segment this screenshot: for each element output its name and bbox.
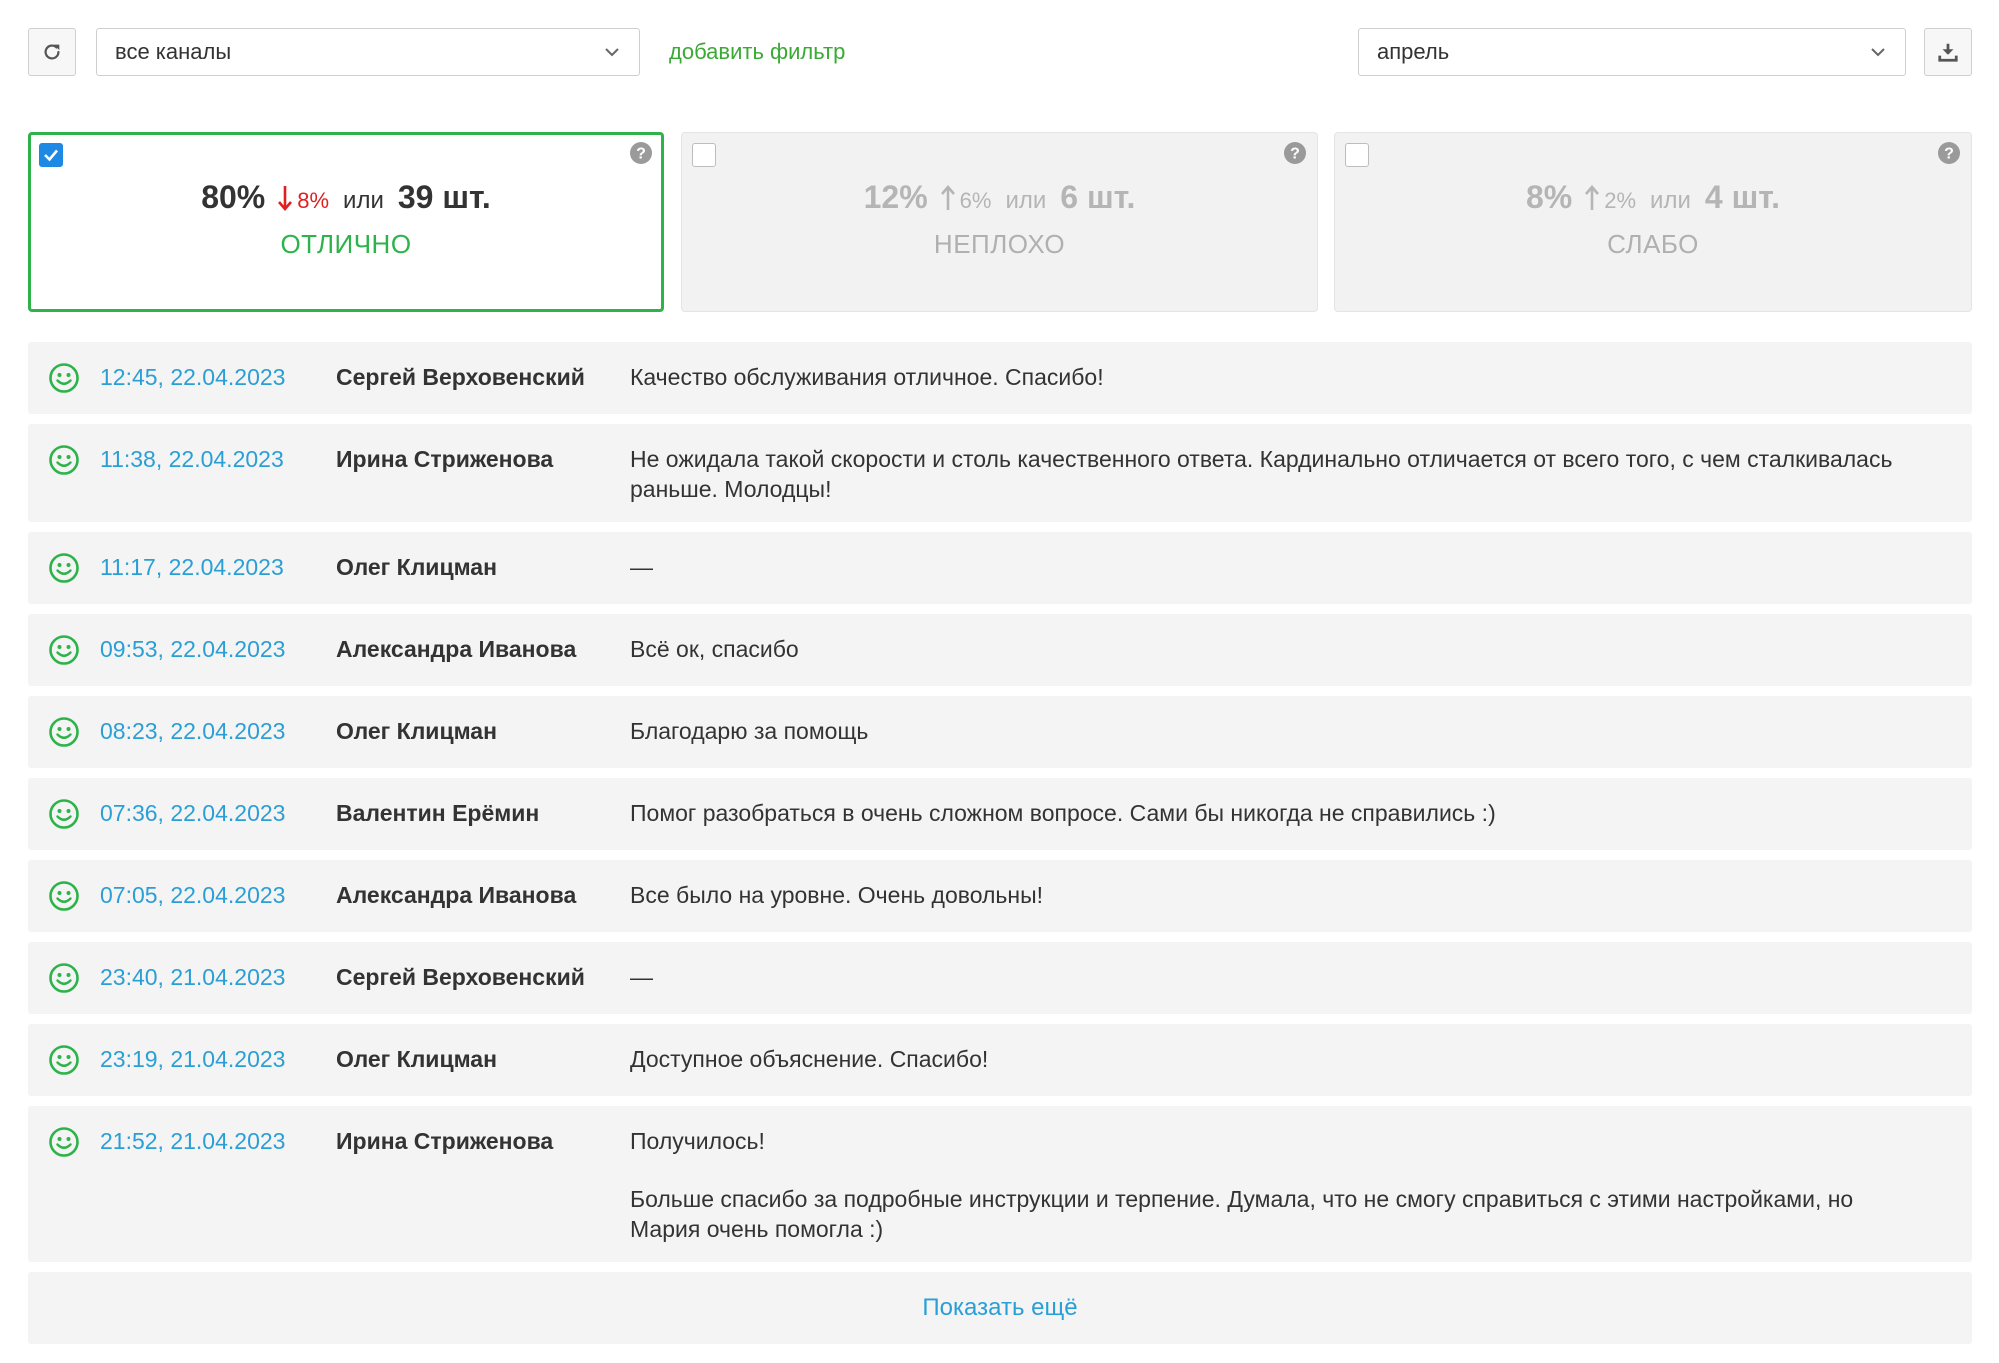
help-icon[interactable]: [1937, 141, 1961, 165]
card-count: 4 шт.: [1704, 179, 1780, 215]
review-message-paragraph: Все было на уровне. Очень довольны!: [630, 882, 1044, 908]
review-row: [28, 696, 1972, 768]
review-time-link[interactable]: 11:38, 22.04.2023: [100, 446, 284, 472]
add-filter-link[interactable]: добавить фильтр: [669, 39, 846, 64]
card-delta: 2%: [1604, 188, 1637, 213]
review-time-link[interactable]: 12:45, 22.04.2023: [100, 364, 286, 390]
review-time-link[interactable]: 21:52, 21.04.2023: [100, 1128, 286, 1154]
review-row: [28, 942, 1972, 1014]
review-row: [28, 1106, 1972, 1262]
review-author: Ирина Стриженова: [336, 1128, 554, 1154]
card-checkbox[interactable]: [692, 143, 716, 167]
review-message: [630, 796, 1912, 828]
review-author: Валентин Ерёмин: [336, 800, 540, 826]
rating-cards: [28, 132, 1972, 314]
review-message-paragraph: Получилось!: [630, 1128, 765, 1154]
review-row: [28, 614, 1972, 686]
download-button[interactable]: [1924, 28, 1972, 76]
review-time-link[interactable]: 08:23, 22.04.2023: [100, 718, 286, 744]
review-message-paragraph: —: [630, 964, 653, 990]
refresh-icon: [41, 41, 63, 63]
card-or: или: [1005, 187, 1047, 214]
review-message-paragraph: Не ожидала такой скорости и столь качественного ответа. Кардинально отличается от всего того, с чем сталкивалась раньше. Молодцы!: [630, 446, 1893, 502]
smile-icon: [48, 962, 80, 994]
svg-text:?: ?: [1290, 145, 1300, 163]
svg-text:?: ?: [1944, 145, 1954, 163]
review-message: [630, 878, 1912, 910]
card-label: ОТЛИЧНО: [280, 229, 412, 259]
review-message: [630, 714, 1912, 746]
refresh-button[interactable]: [28, 28, 76, 76]
review-message: [630, 632, 1912, 664]
review-list: [28, 342, 1972, 1262]
chevron-down-icon: [1869, 43, 1887, 61]
smile-icon: [48, 880, 80, 912]
review-author: Сергей Верховенский: [336, 364, 585, 390]
arrow-up-icon: [940, 184, 956, 212]
review-time-link[interactable]: 23:40, 21.04.2023: [100, 964, 286, 990]
review-message: [630, 550, 1912, 582]
card-label: НЕПЛОХО: [933, 229, 1066, 259]
smile-icon: [48, 1126, 80, 1158]
rating-card-good[interactable]: [681, 132, 1318, 312]
review-message: [630, 442, 1912, 504]
smile-icon: [48, 552, 80, 584]
review-message-paragraph: —: [630, 554, 653, 580]
review-author: Александра Иванова: [336, 882, 577, 908]
toolbar: [28, 28, 1972, 76]
smile-icon: [48, 1044, 80, 1076]
card-or: или: [343, 187, 384, 214]
review-author: Олег Клицман: [336, 1046, 497, 1072]
review-message-paragraph: Доступное объяснение. Спасибо!: [630, 1046, 989, 1072]
feedback-page: [28, 28, 1972, 1344]
channel-select-value: все каналы: [115, 39, 232, 64]
review-message-paragraph: Качество обслуживания отличное. Спасибо!: [630, 364, 1104, 390]
help-icon[interactable]: [1283, 141, 1307, 165]
card-checkbox[interactable]: [1345, 143, 1369, 167]
review-message-paragraph: Всё ок, спасибо: [630, 636, 799, 662]
rating-card-poor[interactable]: [1334, 132, 1972, 312]
card-count: 6 шт.: [1060, 179, 1136, 215]
smile-icon: [48, 444, 80, 476]
review-time-link[interactable]: 11:17, 22.04.2023: [100, 554, 284, 580]
show-more-button[interactable]: Показать ещё: [28, 1272, 1972, 1344]
review-author: Олег Клицман: [336, 554, 497, 580]
card-or: или: [1650, 187, 1691, 214]
card-label: СЛАБО: [1607, 229, 1699, 259]
smile-icon: [48, 634, 80, 666]
review-row: [28, 860, 1972, 932]
arrow-up-icon: [1584, 184, 1600, 212]
review-author: Ирина Стриженова: [336, 446, 554, 472]
review-row: [28, 1024, 1972, 1096]
period-select[interactable]: [1358, 28, 1906, 76]
card-count: 39 шт.: [397, 179, 491, 215]
period-select-value: апрель: [1377, 39, 1450, 64]
review-time-link[interactable]: 07:05, 22.04.2023: [100, 882, 286, 908]
review-message-paragraph: Благодарю за помощь: [630, 718, 869, 744]
card-percent: 12%: [863, 179, 928, 215]
review-author: Александра Иванова: [336, 636, 577, 662]
review-author: Сергей Верховенский: [336, 964, 585, 990]
smile-icon: [48, 716, 80, 748]
channel-select[interactable]: [96, 28, 640, 76]
review-message: [630, 1124, 1912, 1244]
review-time-link[interactable]: 23:19, 21.04.2023: [100, 1046, 286, 1072]
card-checkbox[interactable]: [39, 143, 63, 167]
card-stat: [31, 179, 661, 216]
review-message: [630, 1042, 1912, 1074]
card-percent: 8%: [1526, 179, 1573, 215]
chevron-down-icon: [603, 43, 621, 61]
review-message: [630, 360, 1912, 392]
card-stat: [682, 179, 1317, 216]
arrow-down-icon: [277, 184, 293, 212]
svg-text:?: ?: [636, 145, 646, 163]
review-message: [630, 960, 1912, 992]
review-message-paragraph: Больше спасибо за подробные инструкции и терпение. Думала, что не смогу справиться с этими настройками, но Мария очень помогла :): [630, 1186, 1854, 1242]
review-row: [28, 342, 1972, 414]
review-author: Олег Клицман: [336, 718, 497, 744]
card-delta: 8%: [297, 188, 330, 213]
review-time-link[interactable]: 09:53, 22.04.2023: [100, 636, 286, 662]
review-message-paragraph: Помог разобраться в очень сложном вопросе. Сами бы никогда не справились :): [630, 800, 1496, 826]
rating-card-excellent[interactable]: [28, 132, 664, 312]
help-icon[interactable]: [629, 141, 653, 165]
review-row: [28, 424, 1972, 522]
smile-icon: [48, 798, 80, 830]
smile-icon: [48, 362, 80, 394]
card-stat: [1335, 179, 1971, 216]
card-percent: 80%: [201, 179, 266, 215]
download-icon: [1937, 41, 1959, 63]
review-row: [28, 778, 1972, 850]
review-time-link[interactable]: 07:36, 22.04.2023: [100, 800, 286, 826]
card-delta: 6%: [959, 188, 992, 213]
review-row: [28, 532, 1972, 604]
checkmark-icon: [42, 146, 60, 164]
